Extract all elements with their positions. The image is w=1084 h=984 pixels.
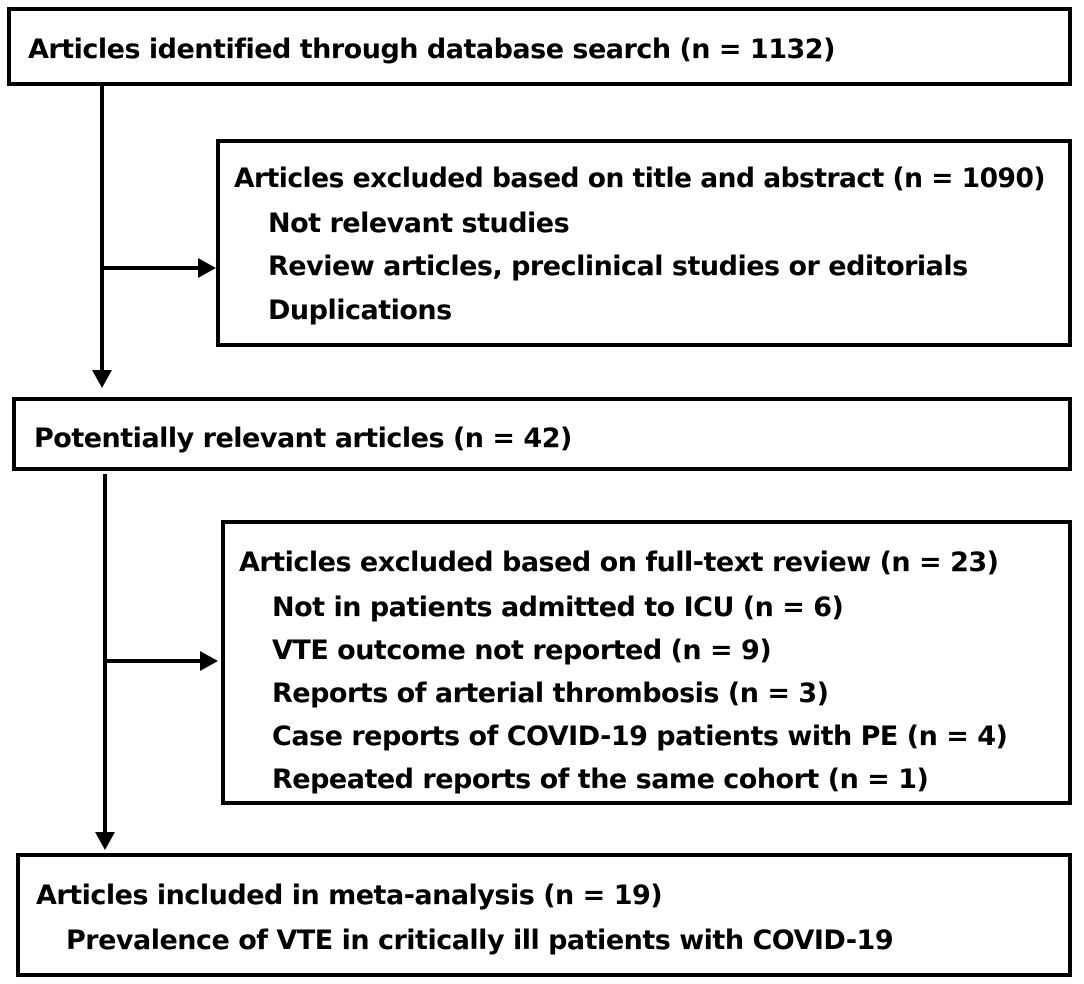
exclusion-1-item: Not relevant studies xyxy=(268,208,570,239)
included-box xyxy=(16,853,1072,977)
exclusion-2-title: Articles excluded based on full-text review (n = 23) xyxy=(239,547,999,578)
exclusion-1-item: Duplications xyxy=(268,295,452,326)
connector-to-exclusion-1 xyxy=(102,266,200,270)
arrowhead-down-1 xyxy=(92,370,112,390)
exclusion-1-title: Articles excluded based on title and abstract (n = 1090) xyxy=(234,163,1046,194)
included-subtitle: Prevalence of VTE in critically ill patients with COVID-19 xyxy=(66,925,894,956)
exclusion-2-item: Case reports of COVID-19 patients with PE (n = 4) xyxy=(272,721,1008,752)
identified-box xyxy=(7,7,1072,86)
arrowhead-right-1 xyxy=(198,258,218,278)
identified-title: Articles identified through database search (n = 1132) xyxy=(28,34,835,65)
connector-main-top xyxy=(100,86,104,370)
exclusion-2-item: Reports of arterial thrombosis (n = 3) xyxy=(272,678,829,709)
exclusion-2-item: Repeated reports of the same cohort (n = 1) xyxy=(272,764,929,795)
relevant-title: Potentially relevant articles (n = 42) xyxy=(34,423,572,454)
exclusion-2-box xyxy=(221,520,1072,805)
exclusion-1-box xyxy=(216,139,1072,347)
included-title: Articles included in meta-analysis (n = 19) xyxy=(36,880,663,911)
exclusion-1-item: Review articles, preclinical studies or editorials xyxy=(268,251,968,282)
relevant-box xyxy=(12,397,1072,471)
exclusion-2-item: VTE outcome not reported (n = 9) xyxy=(272,635,772,666)
arrowhead-down-2 xyxy=(95,832,115,852)
exclusion-2-item: Not in patients admitted to ICU (n = 6) xyxy=(272,592,844,623)
connector-to-exclusion-2 xyxy=(105,659,202,663)
connector-main-bottom xyxy=(103,474,107,834)
arrowhead-right-2 xyxy=(200,651,220,671)
